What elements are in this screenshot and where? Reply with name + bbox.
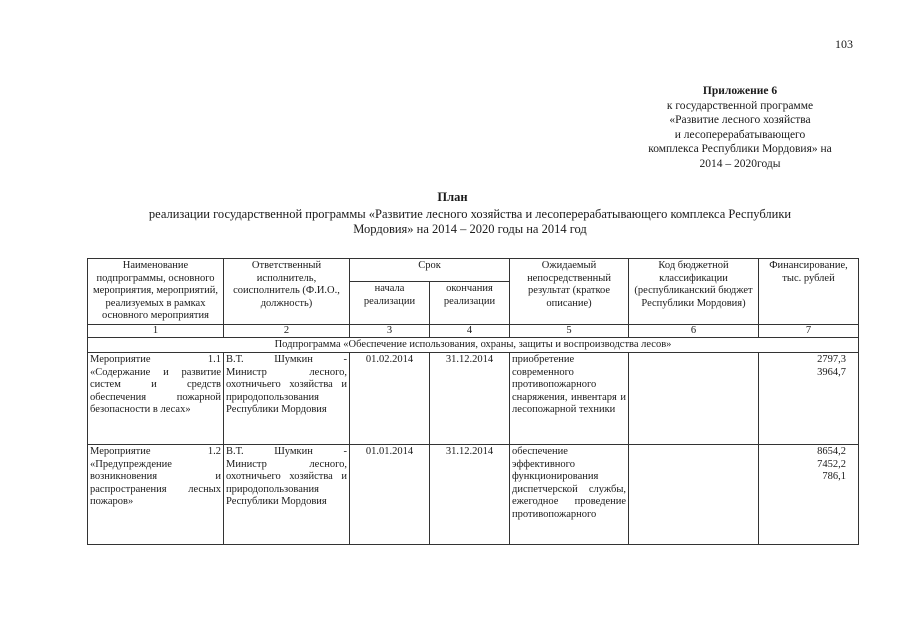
- column-number-row: [88, 324, 859, 337]
- executor-cell: [224, 353, 350, 445]
- header-funding: Финансирование, тыс. рублей: [759, 259, 859, 325]
- subprogram-title: Подпрограмма «Обеспечение использования, охраны, защиты и воспроизводства лесов»: [88, 337, 859, 353]
- column-number: 7: [759, 324, 859, 337]
- start-date: 01.01.2014: [350, 445, 430, 545]
- plan-subtitle-line-1: реализации государственной программы «Развитие лесного хозяйства и лесоперерабатывающего комплекса Республики: [148, 207, 792, 221]
- appendix-line: «Развитие лесного хозяйства: [669, 114, 811, 126]
- appendix-line: к государственной программе: [666, 99, 814, 112]
- appendix-line: 2014 – 2020годы: [699, 157, 781, 170]
- header-name: Наименование подпрограммы, основного мероприятия, мероприятий, реализуемых в рамках основного мероприятия: [88, 259, 224, 325]
- header-end: окончания реализации: [430, 282, 510, 324]
- executor-cell: [224, 445, 350, 545]
- plan-subtitle-line-2: Мордовия» на 2014 – 2020 годы на 2014 год: [353, 222, 587, 236]
- funding-cell: [759, 353, 859, 445]
- header-start: начала реализации: [350, 282, 430, 324]
- start-date: 01.02.2014: [350, 353, 430, 445]
- plan-title: План: [437, 190, 468, 204]
- plan-subtitle: [100, 207, 840, 237]
- appendix-title: Приложение 6: [702, 85, 778, 97]
- funding-cell: [759, 445, 859, 545]
- measure-number: Мероприятие 1.1: [90, 354, 221, 365]
- page-number: 103: [835, 37, 853, 51]
- column-number: 3: [350, 324, 430, 337]
- funding-amount: 3964,7: [817, 366, 847, 378]
- subprogram-row: [88, 337, 859, 353]
- executor-position: Министр лесного, охотничьего хозяйства и природопользования Республики Мордовия: [226, 366, 347, 415]
- header-result: Ожидаемый непосредственный результат (краткое описание): [510, 259, 629, 325]
- column-number: 2: [224, 324, 350, 337]
- expected-result: приобретение современного противопожарного снаряжения, инвентаря и лесопожарной техники: [510, 353, 629, 445]
- column-number: 4: [430, 324, 510, 337]
- header-code: Код бюджетной классификации (республиканский бюджет Республики Мордовия): [629, 259, 759, 325]
- executor-name: В.Т. Шумкин -: [226, 354, 347, 365]
- funding-amount: 8654,2: [817, 446, 847, 457]
- measure-name-cell: [88, 353, 224, 445]
- executor-position: Министр лесного, охотничьего хозяйства и природопользования Республики Мордовия: [226, 458, 347, 507]
- funding-amount: 7452,2: [817, 458, 847, 470]
- funding-amount: 786,1: [822, 471, 847, 482]
- funding-amount: 2797,3: [817, 354, 847, 365]
- table-row: [88, 353, 859, 445]
- column-number: 6: [629, 324, 759, 337]
- appendix-block: [590, 84, 890, 171]
- header-term: Срок: [350, 259, 510, 282]
- column-number: 1: [88, 324, 224, 337]
- measure-name: «Предупреждение возникновения и распространения лесных пожаров»: [90, 458, 221, 507]
- column-number: 5: [510, 324, 629, 337]
- header-row: [88, 259, 859, 282]
- executor-name: В.Т. Шумкин -: [226, 446, 347, 457]
- measure-name-cell: [88, 445, 224, 545]
- end-date: 31.12.2014: [430, 353, 510, 445]
- budget-code: [629, 353, 759, 445]
- appendix-line: комплекса Республики Мордовия» на: [648, 143, 832, 155]
- end-date: 31.12.2014: [430, 445, 510, 545]
- header-executor: Ответственный исполнитель, соисполнитель (Ф.И.О., должность): [224, 259, 350, 325]
- measure-number: Мероприятие 1.2: [90, 446, 221, 457]
- plan-table: [87, 258, 859, 545]
- appendix-line: и лесоперерабатывающего: [674, 128, 806, 141]
- budget-code: [629, 445, 759, 545]
- measure-name: «Содержание и развитие систем и средств обеспечения пожарной безопасности в лесах»: [90, 366, 221, 415]
- table-row: [88, 445, 859, 545]
- expected-result: обеспечение эффективного функционирования диспетчерской службы, ежегодное проведение противопожарного: [510, 445, 629, 545]
